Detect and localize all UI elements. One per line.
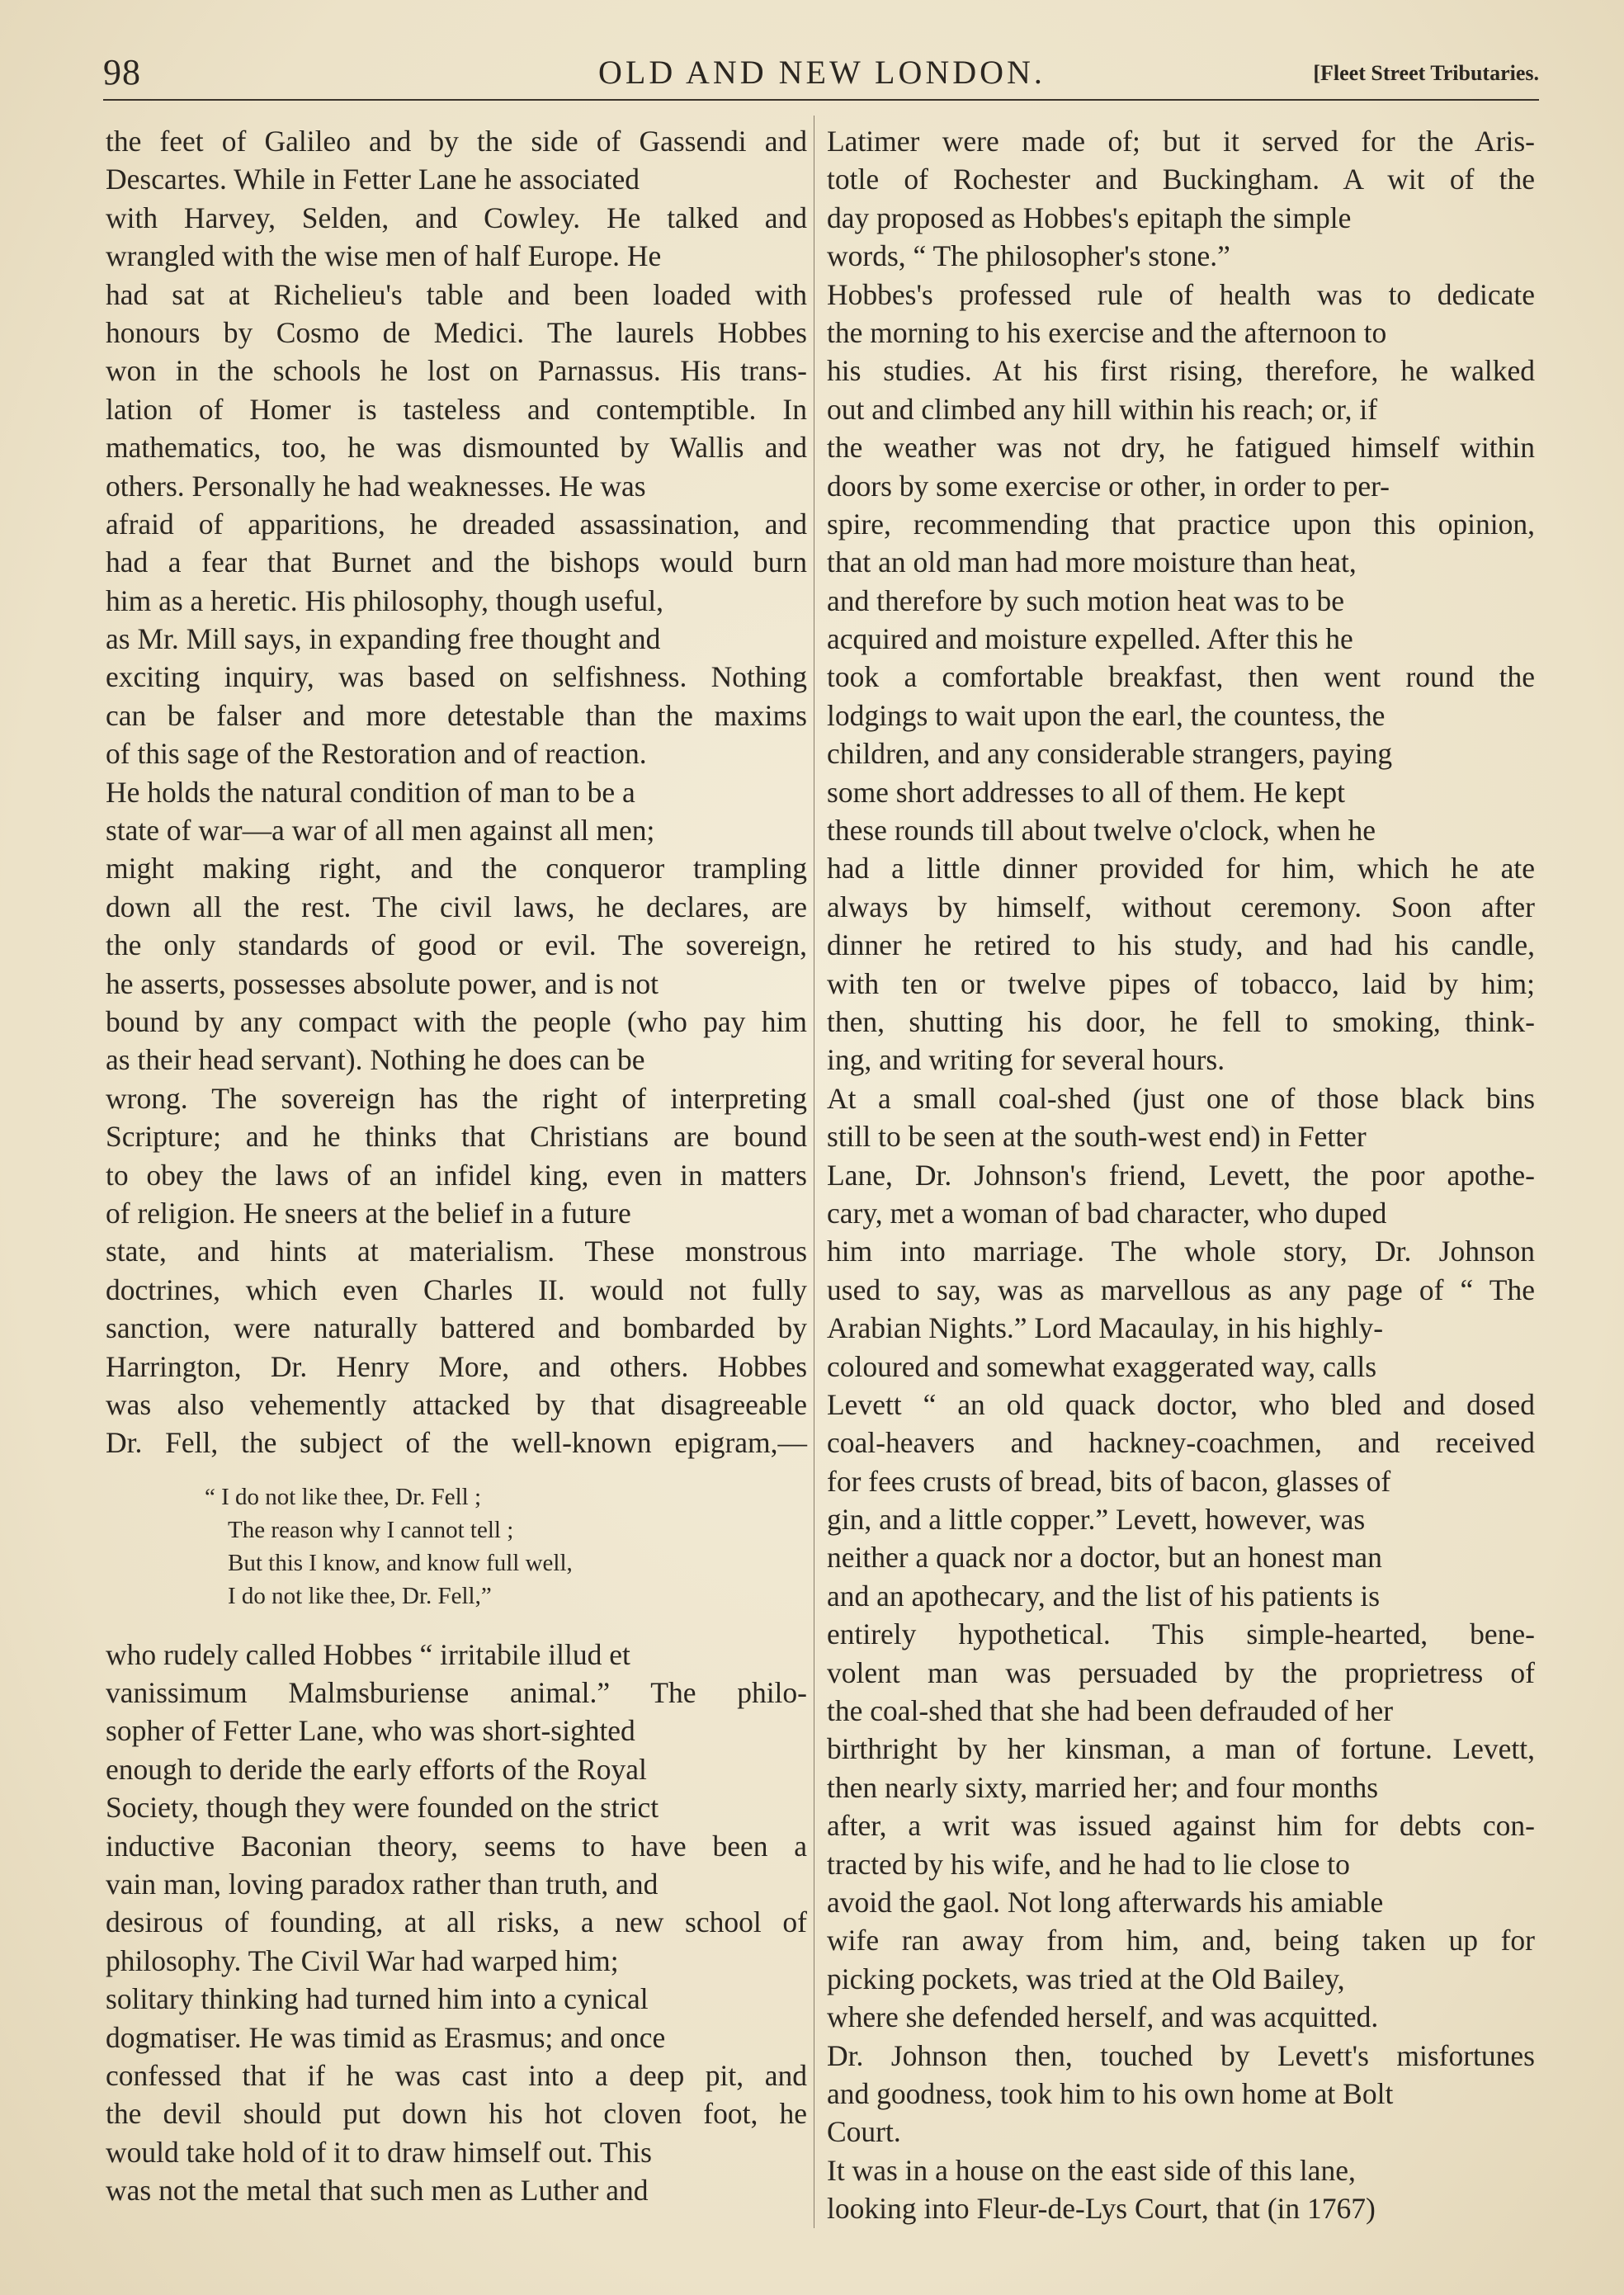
text-line: birthright by her kinsman, a man of fortune. Levett,	[827, 1732, 1536, 1766]
text-line: with ten or twelve pipes of tobacco, laid by him;	[827, 966, 1535, 1000]
text-line: At a small coal-shed (just one of those black bins	[827, 1081, 1536, 1115]
text-line: exciting inquiry, was based on selfishness. Nothing	[106, 660, 808, 694]
epigram-line: I do not like thee, Dr. Fell,”	[228, 1582, 492, 1609]
text-line: the devil should put down his hot cloven foot, he	[106, 2097, 808, 2131]
text-line: still to be seen at the south-west end) in Fetter	[827, 1120, 1367, 1154]
text-line: as their head servant). Nothing he does can be	[106, 1043, 645, 1077]
text-line: looking into Fleur-de-Lys Court, that (in 1767)	[827, 2192, 1376, 2226]
text-line: him as a heretic. His philosophy, though useful,	[106, 583, 664, 617]
epigram-line: “ I do not like thee, Dr. Fell ;	[205, 1483, 482, 1510]
text-line: others. Personally he had weaknesses. He was	[106, 469, 646, 503]
text-line: out and climbed any hill within his reach; or, if	[827, 392, 1378, 426]
text-line: dinner he retired to his study, and had his candle,	[827, 928, 1535, 962]
text-line: who rudely called Hobbes “ irritabile illud et	[106, 1637, 630, 1671]
text-line: the only standards of good or evil. The sovereign,	[106, 928, 807, 962]
text-line: mathematics, too, he was dismounted by Wallis and	[106, 431, 807, 465]
text-line: cary, met a woman of bad character, who duped	[827, 1196, 1387, 1230]
text-line: state of war—a war of all men against all men;	[106, 814, 655, 848]
text-line: was also vehemently attacked by that disagreeable	[106, 1387, 807, 1421]
text-line: afraid of apparitions, he dreaded assassination, and	[106, 507, 807, 541]
text-line: vain man, loving paradox rather than truth, and	[106, 1868, 659, 1901]
text-line: he asserts, possesses absolute power, and is not	[106, 966, 659, 1000]
spacer	[106, 1613, 807, 1636]
spacer	[106, 1462, 807, 1480]
text-line: volent man was persuaded by the proprietress of	[827, 1655, 1535, 1689]
text-line: confessed that if he was cast into a deep pit, and	[106, 2058, 807, 2092]
text-line: used to say, was as marvellous as any page of “ The	[827, 1273, 1535, 1306]
text-line: won in the schools he lost on Parnassus. His trans-	[106, 354, 807, 388]
text-line: had sat at Richelieu's table and been loaded with	[106, 277, 807, 311]
text-line: always by himself, without ceremony. Soon after	[827, 890, 1535, 923]
text-line: acquired and moisture expelled. After this he	[827, 622, 1353, 656]
text-line: totle of Rochester and Buckingham. A wit of the	[827, 163, 1535, 196]
text-line: entirely hypothetical. This simple-hearted, bene-	[827, 1617, 1535, 1651]
text-line: Court.	[827, 2115, 901, 2149]
text-line: and goodness, took him to his own home at Bolt	[827, 2076, 1394, 2110]
text-line: the feet of Galileo and by the side of Gassendi and	[106, 125, 807, 158]
text-line: Descartes. While in Fetter Lane he associated	[106, 163, 640, 196]
text-line: his studies. At his first rising, therefore, he walked	[827, 354, 1536, 388]
text-line: Levett “ an old quack doctor, who bled and dosed	[827, 1387, 1535, 1421]
text-line: Dr. Johnson then, touched by Levett's misfortunes	[827, 2038, 1535, 2072]
text-line: might making right, and the conqueror trampling	[106, 852, 807, 885]
text-line: the coal-shed that she had been defrauded of her	[827, 1694, 1394, 1728]
epigram-line: The reason why I cannot tell ;	[228, 1516, 514, 1543]
text-line: the weather was not dry, he fatigued himself within	[827, 431, 1535, 465]
text-line: Latimer were made of; but it served for the Aris-	[827, 125, 1535, 158]
text-line: took a comfortable breakfast, then went round the	[827, 660, 1536, 694]
text-line: It was in a house on the east side of this lane,	[827, 2153, 1356, 2187]
text-line: neither a quack nor a doctor, but an honest man	[827, 1541, 1382, 1575]
text-line: of this sage of the Restoration and of reaction.	[106, 737, 647, 771]
running-title: OLD AND NEW LONDON.	[598, 54, 1046, 91]
text-line: inductive Baconian theory, seems to have been a	[106, 1829, 808, 1863]
text-line: as Mr. Mill says, in expanding free thought and	[106, 622, 661, 656]
text-line: for fees crusts of bread, bits of bacon, glasses of	[827, 1464, 1391, 1498]
text-line: doors by some exercise or other, in order to per-	[827, 469, 1390, 503]
header-rule	[103, 99, 1539, 101]
text-line: Harrington, Dr. Henry More, and others. Hobbes	[106, 1349, 808, 1383]
text-line: state, and hints at materialism. These monstrous	[106, 1235, 808, 1268]
text-line: picking pockets, was tried at the Old Bailey,	[827, 1962, 1345, 1995]
text-line: where she defended herself, and was acquitted.	[827, 2000, 1379, 2034]
text-line: doctrines, which even Charles II. would not fully	[106, 1273, 807, 1306]
text-line: had a little dinner provided for him, which he ate	[827, 852, 1535, 885]
text-line: ing, and writing for several hours.	[827, 1043, 1225, 1077]
page-header	[103, 48, 1539, 97]
text-line: enough to deride the early efforts of the Royal	[106, 1752, 647, 1786]
text-line: bound by any compact with the people (who pay him	[106, 1004, 807, 1038]
text-line: vanissimum Malmsburiense animal.” The philo-	[106, 1676, 807, 1710]
text-line: words, “ The philosopher's stone.”	[827, 239, 1230, 273]
text-line: down all the rest. The civil laws, he declares, are	[106, 890, 808, 923]
text-line: wife ran away from him, and, being taken up for	[827, 1924, 1535, 1957]
text-line: was not the metal that such men as Luther and	[106, 2174, 649, 2208]
text-line: lation of Homer is tasteless and contemptible. In	[106, 392, 807, 426]
text-line: sanction, were naturally battered and bombarded by	[106, 1311, 807, 1345]
text-line: the morning to his exercise and the afternoon to	[827, 315, 1387, 349]
text-line: would take hold of it to draw himself out. This	[106, 2135, 652, 2169]
text-line: and therefore by such motion heat was to be	[827, 583, 1344, 617]
text-line: solitary thinking had turned him into a cynical	[106, 1982, 649, 2016]
text-line: Lane, Dr. Johnson's friend, Levett, the poor apothe-	[827, 1158, 1535, 1192]
text-line: honours by Cosmo de Medici. The laurels Hobbes	[106, 315, 807, 349]
text-line: avoid the gaol. Not long afterwards his amiable	[827, 1885, 1384, 1919]
left-column	[106, 122, 807, 2210]
text-line: that an old man had more moisture than heat,	[827, 545, 1357, 579]
epigram-line: But this I know, and know full well,	[228, 1549, 573, 1576]
text-line: after, a writ was issued against him for debts con-	[827, 1809, 1535, 1843]
text-line: with Harvey, Selden, and Cowley. He talked and	[106, 201, 808, 234]
text-line: to obey the laws of an infidel king, even in matters	[106, 1158, 807, 1192]
text-line: sopher of Fetter Lane, who was short-sighted	[106, 1714, 635, 1748]
text-line: Arabian Nights.” Lord Macaulay, in his highly-	[827, 1311, 1384, 1345]
text-line: Dr. Fell, the subject of the well-known epigram,—	[106, 1426, 808, 1460]
text-line: then nearly sixty, married her; and four months	[827, 1770, 1379, 1804]
text-line: philosophy. The Civil War had warped him;	[106, 1943, 619, 1977]
text-line: He holds the natural condition of man to be a	[106, 775, 635, 809]
text-line: some short addresses to all of them. He kept	[827, 775, 1346, 809]
page-number: 98	[103, 52, 141, 92]
text-line: children, and any considerable strangers, paying	[827, 737, 1393, 771]
text-line: of religion. He sneers at the belief in a future	[106, 1196, 631, 1230]
text-line: gin, and a little copper.” Levett, however, was	[827, 1503, 1366, 1537]
text-line: can be falser and more detestable than the maxims	[106, 698, 807, 732]
text-line: wrangled with the wise men of half Europe. He	[106, 239, 662, 273]
text-line: spire, recommending that practice upon this opinion,	[827, 507, 1535, 541]
text-line: dogmatiser. He was timid as Erasmus; and once	[106, 2020, 666, 2054]
right-column	[827, 122, 1535, 2227]
text-line: Hobbes's professed rule of health was to dedicate	[827, 277, 1535, 311]
text-line: desirous of founding, at all risks, a new school of	[106, 1905, 807, 1939]
text-line: tracted by his wife, and he had to lie close to	[827, 1847, 1350, 1881]
text-line: Society, though they were founded on the strict	[106, 1791, 659, 1825]
text-line: wrong. The sovereign has the right of interpreting	[106, 1081, 807, 1115]
text-line: day proposed as Hobbes's epitaph the simple	[827, 201, 1352, 234]
text-line: had a fear that Burnet and the bishops would burn	[106, 545, 807, 579]
text-line: then, shutting his door, he fell to smoking, think-	[827, 1004, 1535, 1038]
text-line: Scripture; and he thinks that Christians are bound	[106, 1120, 807, 1154]
text-line: coloured and somewhat exaggerated way, calls	[827, 1349, 1377, 1383]
section-label: [Fleet Street Tributaries.	[1313, 61, 1539, 85]
text-line: lodgings to wait upon the earl, the countess, the	[827, 698, 1386, 732]
text-line: these rounds till about twelve o'clock, when he	[827, 814, 1376, 848]
text-line: and an apothecary, and the list of his patients is	[827, 1579, 1381, 1613]
text-line: him into marriage. The whole story, Dr. Johnson	[827, 1235, 1536, 1268]
text-line: coal-heavers and hackney-coachmen, and received	[827, 1426, 1535, 1460]
